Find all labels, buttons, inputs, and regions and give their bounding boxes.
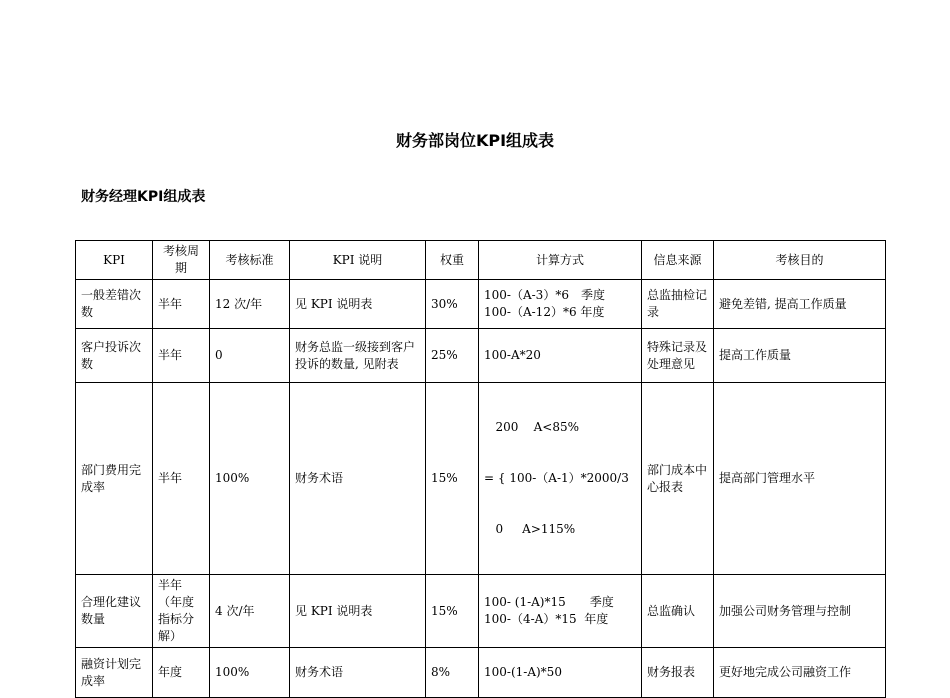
purpose-cell: 提高工作质量 [714,329,886,383]
source-cell: 特殊记录及处理意见 [642,329,714,383]
column-header: 考核周期 [153,241,210,280]
standard-cell: 0 [210,329,290,383]
description-cell: 财务术语 [290,383,426,575]
page-title: 财务部岗位KPI组成表 [395,131,555,150]
calc-line: 200 A<85% [484,420,579,434]
kpi-cell: 客户投诉次数 [76,329,153,383]
column-header: 考核目的 [714,241,886,280]
weight-cell: 15% [426,383,479,575]
description-cell: 财务总监一级接到客户投诉的数量, 见附表 [290,329,426,383]
purpose-cell: 提高部门管理水平 [714,383,886,575]
kpi-table [75,240,886,698]
description-cell: 见 KPI 说明表 [290,280,426,329]
column-header: 权重 [426,241,479,280]
calc-line: 0 A>115% [484,522,576,536]
calc-cell [479,280,642,329]
standard-cell: 4 次/年 [210,575,290,648]
standard-cell: 100% [210,383,290,575]
source-cell: 财务报表 [642,648,714,698]
kpi-cell: 融资计划完成率 [76,648,153,698]
table-header-row [76,241,886,280]
table-row [76,383,886,575]
table-row [76,575,886,648]
weight-cell: 25% [426,329,479,383]
kpi-cell: 合理化建议数量 [76,575,153,648]
column-header: 考核标准 [210,241,290,280]
weight-cell: 30% [426,280,479,329]
calc-line: = { 100-（A-1）*2000/3 [484,471,629,485]
source-cell: 总监抽检记录 [642,280,714,329]
weight-cell: 15% [426,575,479,648]
calc-line: 100-（4-A）*15 年度 [484,612,609,626]
standard-cell: 12 次/年 [210,280,290,329]
column-header: 计算方式 [479,241,642,280]
description-cell: 财务术语 [290,648,426,698]
weight-cell: 8% [426,648,479,698]
table-row [76,280,886,329]
period-cell: 半年 [153,383,210,575]
source-cell: 部门成本中心报表 [642,383,714,575]
calc-line: 100- (1-A)*15 季度 [484,595,614,609]
column-header: 信息来源 [642,241,714,280]
calc-line: 100-（A-3）*6 季度 [484,288,605,302]
table-row [76,648,886,698]
purpose-cell: 更好地完成公司融资工作 [714,648,886,698]
purpose-cell: 避免差错, 提高工作质量 [714,280,886,329]
period-cell: 半年 [153,280,210,329]
calc-line: 100-(1-A)*50 [484,665,562,679]
calc-cell [479,648,642,698]
calc-cell [479,383,642,575]
table-row [76,329,886,383]
column-header: KPI 说明 [290,241,426,280]
calc-cell [479,575,642,648]
period-cell: 半年 [153,329,210,383]
calc-line: 100-A*20 [484,348,541,362]
period-cell: 半年（年度指标分解） [153,575,210,648]
purpose-cell: 加强公司财务管理与控制 [714,575,886,648]
standard-cell: 100% [210,648,290,698]
calc-cell [479,329,642,383]
calc-line: 100-（A-12）*6 年度 [484,305,605,319]
section-title: 财务经理KPI组成表 [81,189,206,205]
kpi-cell: 一般差错次数 [76,280,153,329]
source-cell: 总监确认 [642,575,714,648]
kpi-cell: 部门费用完成率 [76,383,153,575]
description-cell: 见 KPI 说明表 [290,575,426,648]
column-header: KPI [76,241,153,280]
period-cell: 年度 [153,648,210,698]
